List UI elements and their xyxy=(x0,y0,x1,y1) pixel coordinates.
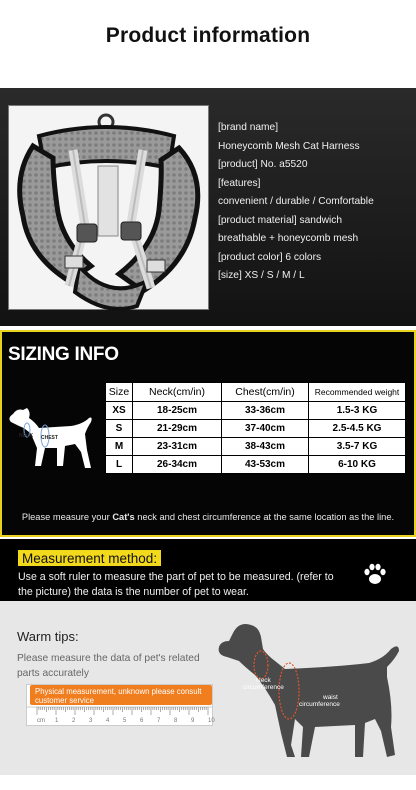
cell-chest: 43-53cm xyxy=(222,456,309,474)
spec-material-label: [product material] sandwich xyxy=(218,214,343,226)
sizing-note xyxy=(2,512,414,522)
cell-chest: 37-40cm xyxy=(222,420,309,438)
col-header-weight: Recommended weight xyxy=(309,383,406,402)
spec-brand-label: [brand name] xyxy=(218,122,279,133)
ruler-number: 6 xyxy=(140,718,144,724)
ruler-number: 9 xyxy=(191,718,195,724)
dog-waist-measure-label: waist circumference xyxy=(299,694,340,708)
cell-size: M xyxy=(106,438,133,456)
cell-chest: 38-43cm xyxy=(222,438,309,456)
size-chart-table xyxy=(105,382,406,474)
cell-weight: 1.5-3 KG xyxy=(309,402,406,420)
spec-material-value: breathable + honeycomb mesh xyxy=(218,233,359,244)
cell-size: S xyxy=(106,420,133,438)
cell-chest: 33-36cm xyxy=(222,402,309,420)
sizing-note-start: Please measure your xyxy=(21,512,113,522)
warm-tips-panel xyxy=(0,601,416,775)
spec-color: [product color] 6 colors xyxy=(218,251,322,263)
spec-product-number: [product] No. a5520 xyxy=(218,159,308,170)
footer-strip xyxy=(0,775,416,790)
spec-features-label: [features] xyxy=(218,177,261,189)
measurement-method-panel xyxy=(0,539,416,601)
dog-neck-measure-label: Neck circumference xyxy=(243,677,284,691)
ruler-number: 2 xyxy=(72,718,76,724)
paw-icon xyxy=(362,562,388,586)
page-title: Product information xyxy=(105,24,311,47)
cell-weight: 3.5-7 KG xyxy=(309,438,406,456)
dog-silhouette-icon xyxy=(5,404,97,474)
cell-size: L xyxy=(106,456,133,474)
sizing-note-pet: Cat's xyxy=(112,512,135,522)
cell-weight: 6-10 KG xyxy=(309,456,406,474)
ruler-number: 10 xyxy=(208,718,215,724)
table-row xyxy=(106,420,406,438)
cell-neck: 18-25cm xyxy=(133,402,222,420)
consult-note: Physical measurement, unknown please consult customer service xyxy=(30,685,212,705)
size-chart-header-row xyxy=(106,383,406,402)
col-header-size: Size xyxy=(106,383,133,402)
cell-neck: 23-31cm xyxy=(133,438,222,456)
page-header xyxy=(0,0,416,88)
spec-size: [size] XS / S / M / L xyxy=(218,270,305,281)
harness-image xyxy=(9,106,208,309)
cell-weight: 2.5-4.5 KG xyxy=(309,420,406,438)
spec-features-value: convenient / durable / Comfortable xyxy=(218,196,374,207)
ruler-number: 3 xyxy=(89,718,93,724)
dog-chest-label: CHEST xyxy=(41,435,58,441)
product-info-panel xyxy=(0,88,416,326)
ruler-number: 8 xyxy=(174,718,178,724)
dog-measurement-image xyxy=(205,615,410,775)
spec-brand-value: Honeycomb Mesh Cat Harness xyxy=(218,140,360,152)
sizing-info-panel xyxy=(0,330,416,537)
ruler-unit: cm xyxy=(37,718,45,724)
dog-neck-label: NECK xyxy=(19,433,34,439)
harness-photo xyxy=(8,105,209,310)
cell-size: XS xyxy=(106,402,133,420)
tips-text: Please measure the data of pet's related parts accurately xyxy=(17,653,200,679)
ruler-number: 4 xyxy=(106,718,110,724)
measurement-text: Use a soft ruler to measure the part of pet to be measured. (refer to the picture) the data is the number of pet to wear. xyxy=(18,571,334,598)
ruler-number: 5 xyxy=(123,718,127,724)
tips-title: Warm tips: xyxy=(17,629,79,644)
cell-neck: 26-34cm xyxy=(133,456,222,474)
sizing-title: SIZING INFO xyxy=(8,344,119,365)
table-row xyxy=(106,438,406,456)
product-specs xyxy=(218,119,413,286)
measurement-title: Measurement method: xyxy=(18,550,161,566)
ruler-number: 1 xyxy=(55,718,59,724)
col-header-chest: Chest(cm/in) xyxy=(222,383,309,402)
ruler-number: 7 xyxy=(157,718,161,724)
col-header-neck: Neck(cm/in) xyxy=(133,383,222,402)
table-row xyxy=(106,456,406,474)
table-row xyxy=(106,402,406,420)
cell-neck: 21-29cm xyxy=(133,420,222,438)
sizing-note-end: neck and chest circumference at the same location as the line. xyxy=(134,512,395,522)
